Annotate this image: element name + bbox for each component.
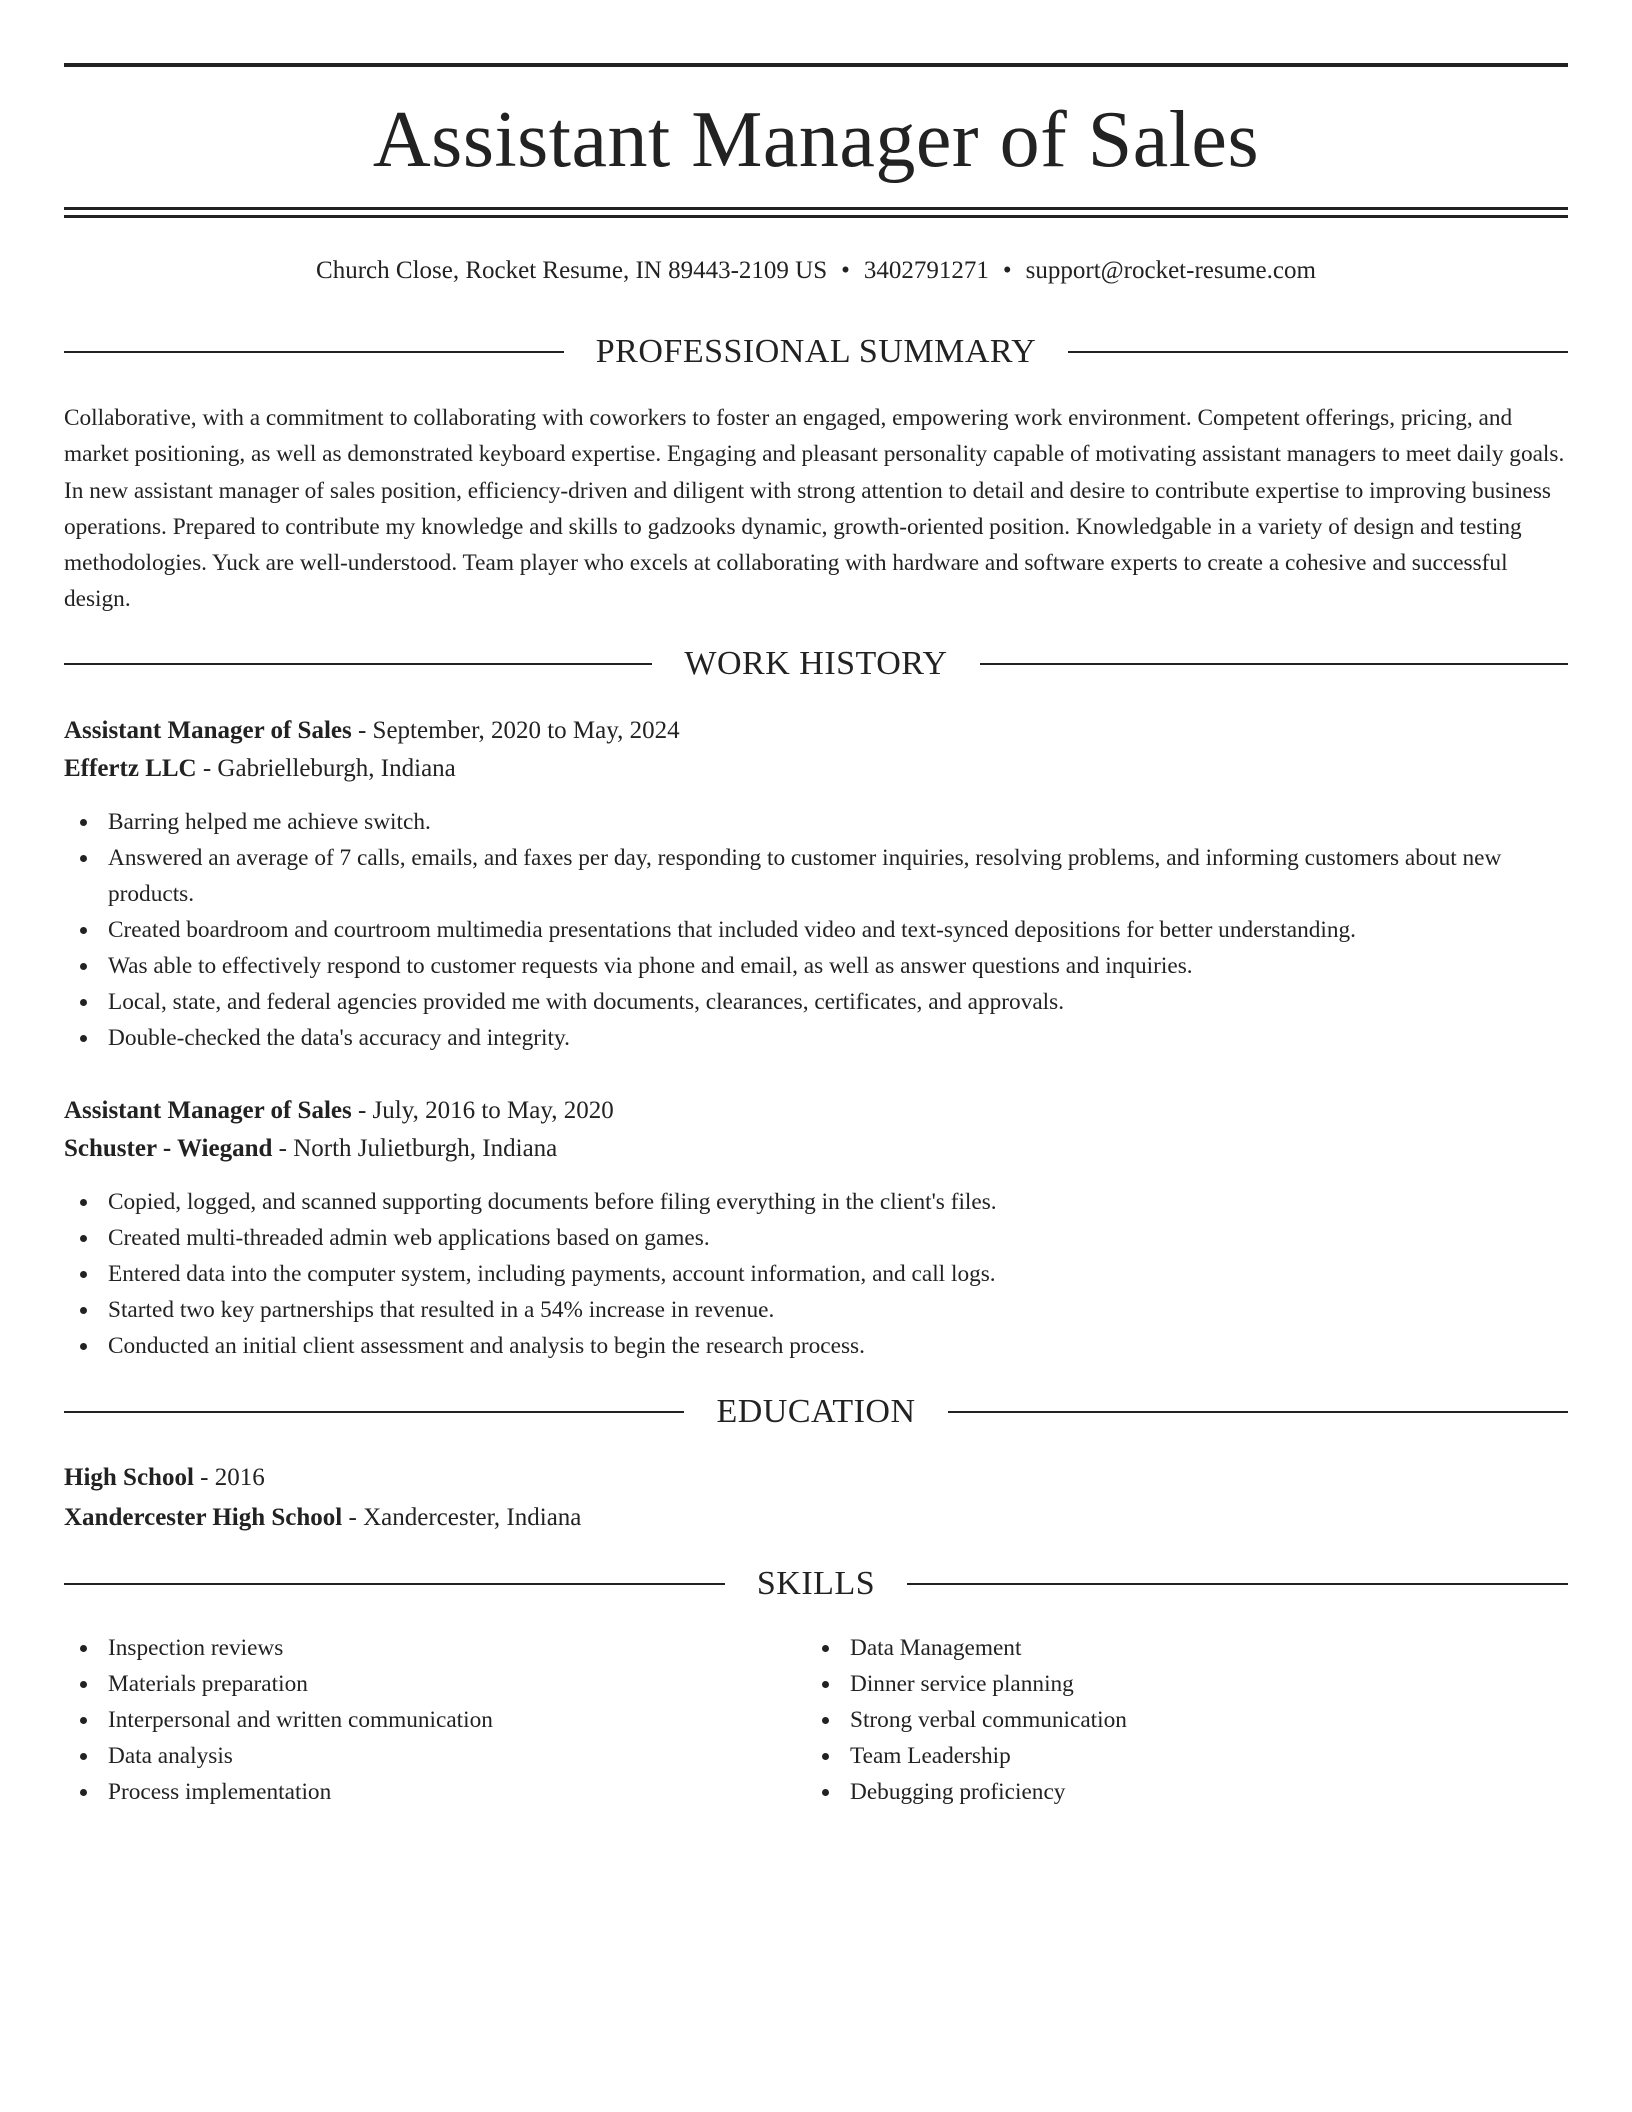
job-company: Effertz LLC	[64, 755, 197, 782]
summary-text: Collaborative, with a commitment to collaborating with coworkers to foster an engaged, empowering work environment. Competent offerings, pricing, and market positioning, as well as demonstrated keyboard expertise. Engaging and pleasant personality capable of motivating assistant managers to meet daily goals. In new assistant manager of sales position, efficiency-driven and diligent with strong attention to detail and desire to contribute expertise to improving business operations. Prepared to contribute my knowledge and skills to gadzooks dynamic, growth-oriented position. Knowledgable in a variety of design and testing methodologies. Yuck are well-understood. Team player who excels at collaborating with hardware and software experts to create a cohesive and successful design.	[64, 405, 1565, 613]
job-company: Schuster - Wiegand	[64, 1135, 273, 1162]
education-degree-line	[64, 1459, 1568, 1497]
section-title: PROFESSIONAL SUMMARY	[595, 333, 1037, 370]
list-item: Dinner service planning	[806, 1666, 1548, 1702]
divider-line	[980, 663, 1568, 665]
job-title-line	[64, 1092, 1568, 1130]
education-school: Xandercester High School	[64, 1504, 343, 1531]
divider-line	[948, 1411, 1568, 1413]
section-heading-summary	[64, 330, 1568, 374]
list-item: Double-checked the data's accuracy and integrity.	[64, 1020, 1568, 1056]
divider-line	[64, 1411, 684, 1413]
list-item: Team Leadership	[806, 1738, 1548, 1774]
education-degree: High School	[64, 1464, 194, 1491]
divider-line	[907, 1583, 1568, 1585]
list-item: Created multi-threaded admin web applications based on games.	[64, 1220, 1568, 1256]
list-item: Entered data into the computer system, including payments, account information, and call logs.	[64, 1256, 1568, 1292]
contact-separator: •	[841, 257, 850, 284]
list-item: Debugging proficiency	[806, 1774, 1548, 1810]
resume-title: Assistant Manager of Sales	[372, 96, 1260, 184]
section-title: EDUCATION	[716, 1393, 916, 1430]
section-heading-education	[64, 1390, 1568, 1434]
list-item: Was able to effectively respond to customer requests via phone and email, as well as answer questions and inquiries.	[64, 948, 1568, 984]
job-title: Assistant Manager of Sales	[64, 1097, 352, 1124]
education-school-line	[64, 1499, 1568, 1537]
list-item: Interpersonal and written communication	[64, 1702, 806, 1738]
list-item: Started two key partnerships that resulted in a 54% increase in revenue.	[64, 1292, 1568, 1328]
section-title: WORK HISTORY	[684, 645, 948, 682]
skills-columns	[64, 1630, 1568, 1810]
contact-address: Church Close, Rocket Resume, IN 89443-2109 US	[316, 257, 828, 284]
job-title: Assistant Manager of Sales	[64, 717, 352, 744]
divider-line	[64, 351, 564, 353]
list-item: Inspection reviews	[64, 1630, 806, 1666]
header-bottom-rule-1	[64, 207, 1568, 210]
job-location: - North Julietburgh, Indiana	[272, 1135, 558, 1162]
section-title: SKILLS	[756, 1565, 876, 1602]
job-entry	[64, 712, 1568, 1056]
contact-separator: •	[1002, 257, 1012, 284]
education-location: - Xandercester, Indiana	[342, 1504, 582, 1531]
section-heading-skills	[64, 1562, 1568, 1606]
education-year: - 2016	[193, 1464, 265, 1491]
list-item: Data analysis	[64, 1738, 806, 1774]
list-item: Data Management	[806, 1630, 1548, 1666]
job-title-line	[64, 712, 1568, 750]
divider-line	[64, 663, 652, 665]
divider-line	[1068, 351, 1568, 353]
list-item: Strong verbal communication	[806, 1702, 1548, 1738]
divider-line	[64, 1583, 725, 1585]
job-company-line	[64, 1130, 1568, 1168]
skills-list-left	[64, 1630, 806, 1810]
list-item: Conducted an initial client assessment and analysis to begin the research process.	[64, 1328, 1568, 1364]
job-bullets	[64, 804, 1568, 1056]
header-bottom-rule-2	[64, 215, 1568, 218]
list-item: Copied, logged, and scanned supporting documents before filing everything in the client's files.	[64, 1184, 1568, 1220]
contact-email: support@rocket-resume.com	[1025, 257, 1316, 284]
header-top-rule	[64, 63, 1568, 67]
contact-line	[64, 253, 1568, 289]
contact-phone: 3402791271	[863, 257, 989, 284]
job-bullets	[64, 1184, 1568, 1364]
job-company-line	[64, 750, 1568, 788]
list-item: Created boardroom and courtroom multimedia presentations that included video and text-synced depositions for better understanding.	[64, 912, 1568, 948]
job-dates: - September, 2020 to May, 2024	[351, 717, 680, 744]
list-item: Process implementation	[64, 1774, 806, 1810]
section-heading-work-history	[64, 642, 1568, 686]
job-location: - Gabrielleburgh, Indiana	[196, 755, 456, 782]
list-item: Answered an average of 7 calls, emails, and faxes per day, responding to customer inquiries, resolving problems, and informing customers about new products.	[64, 840, 1568, 912]
skills-list-right	[806, 1630, 1548, 1810]
list-item: Materials preparation	[64, 1666, 806, 1702]
job-dates: - July, 2016 to May, 2020	[351, 1097, 614, 1124]
list-item: Local, state, and federal agencies provided me with documents, clearances, certificates, and approvals.	[64, 984, 1568, 1020]
education-entry	[64, 1459, 1568, 1537]
list-item: Barring helped me achieve switch.	[64, 804, 1568, 840]
job-entry	[64, 1092, 1568, 1364]
